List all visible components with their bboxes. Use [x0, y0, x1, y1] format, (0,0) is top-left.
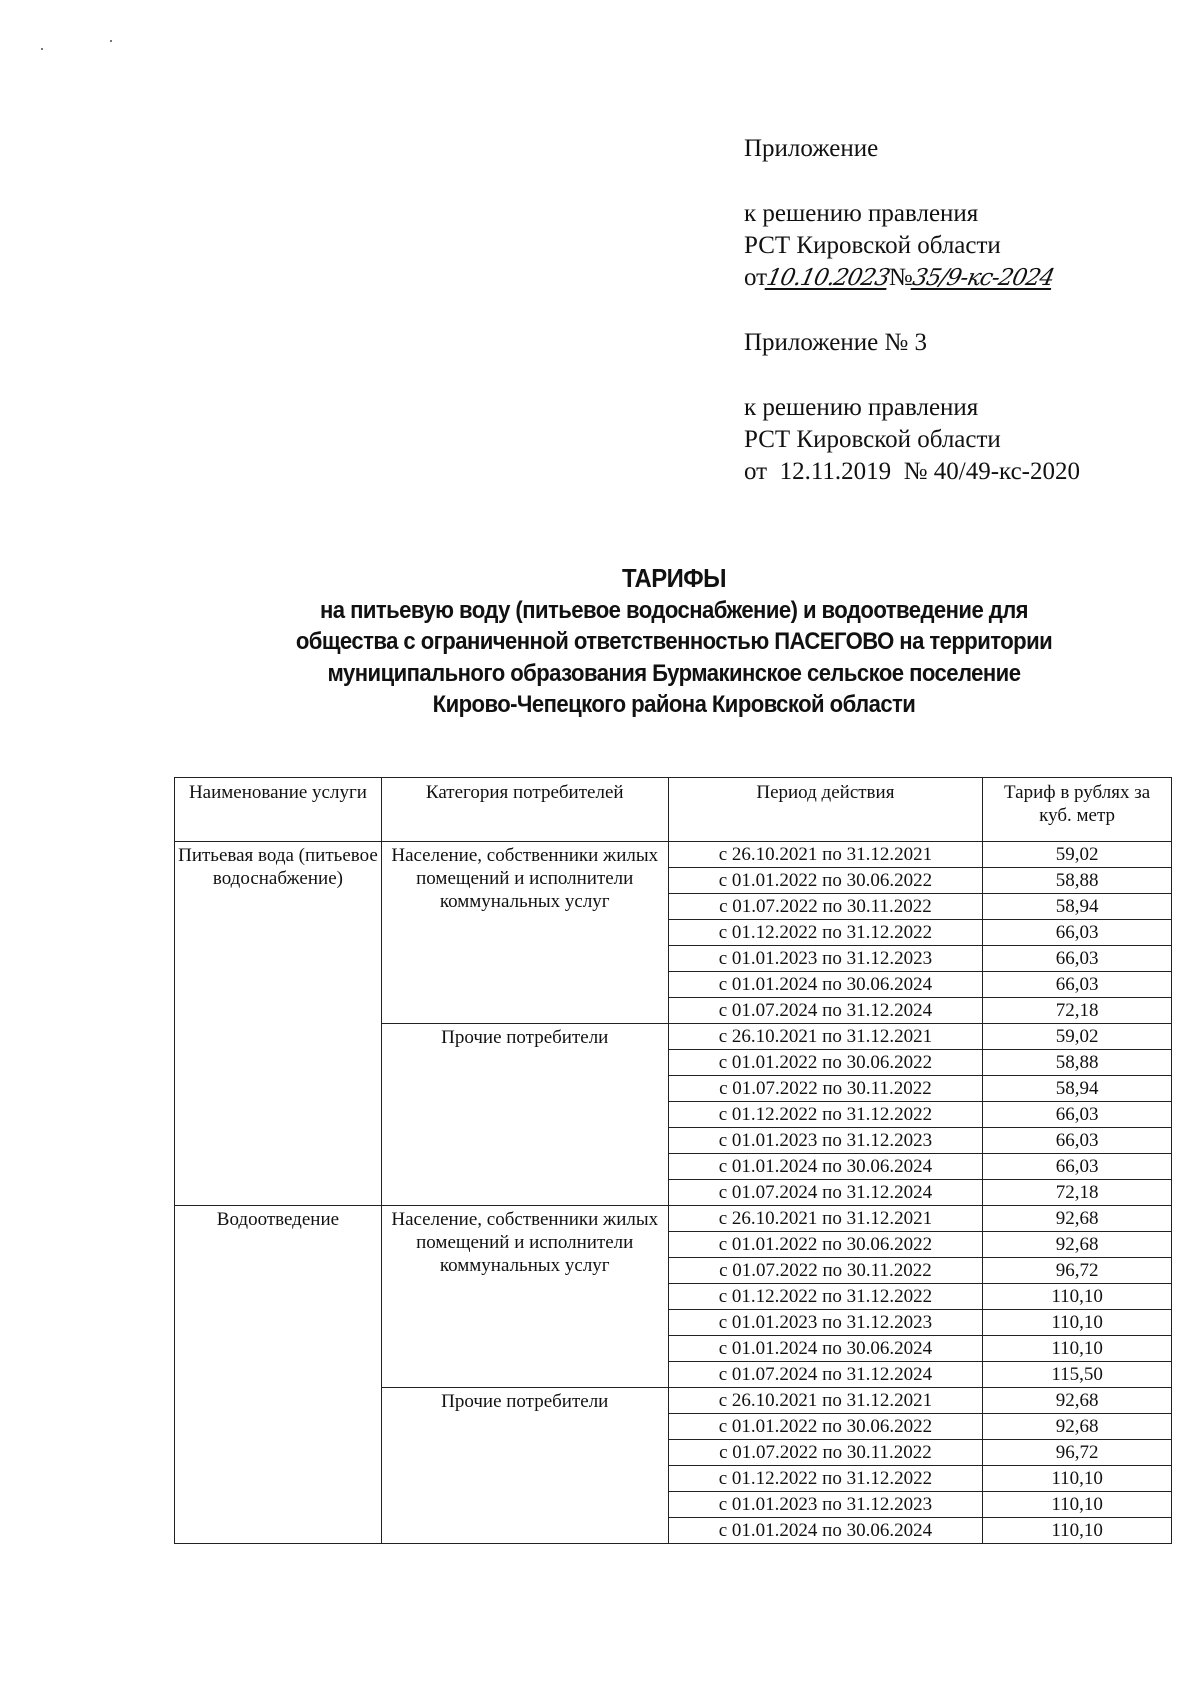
category-cell: Население, собственники жилых помещений и исполнители коммунальных услуг [381, 842, 668, 1024]
original-decision-line: к решению правления [744, 394, 979, 421]
tariff-cell: 58,94 [983, 894, 1172, 920]
title-line-2: общества с ограниченной ответственностью ПАСЕГОВО на территории [295, 628, 1053, 655]
approval-date-prefix: от [744, 264, 768, 291]
handwritten-decision-number: 35/9-кс-2024 [909, 265, 1056, 291]
period-cell: с 01.01.2023 по 31.12.2023 [668, 1310, 983, 1336]
period-cell: с 01.01.2024 по 30.06.2024 [668, 1154, 983, 1180]
period-cell: с 01.01.2023 по 31.12.2023 [668, 1492, 983, 1518]
header-service: Наименование услуги [175, 778, 382, 842]
period-cell: с 01.07.2022 по 30.11.2022 [668, 1076, 983, 1102]
period-cell: с 01.01.2023 по 31.12.2023 [668, 1128, 983, 1154]
tariff-cell: 66,03 [983, 946, 1172, 972]
title-line-4: Кирово-Чепецкого района Кировской области [432, 691, 916, 718]
header-category: Категория потребителей [381, 778, 668, 842]
tariff-cell: 72,18 [983, 1180, 1172, 1206]
tariff-cell: 96,72 [983, 1440, 1172, 1466]
tariff-cell: 110,10 [983, 1310, 1172, 1336]
tariff-cell: 96,72 [983, 1258, 1172, 1284]
tariff-cell: 110,10 [983, 1466, 1172, 1492]
period-cell: с 01.01.2024 по 30.06.2024 [668, 1518, 983, 1544]
approval-authority-line: РСТ Кировской области [744, 232, 1001, 259]
tariff-cell: 92,68 [983, 1206, 1172, 1232]
table-row [175, 842, 1172, 868]
tariff-cell: 58,88 [983, 1050, 1172, 1076]
original-authority-line: РСТ Кировской области [744, 426, 1001, 453]
tariff-cell: 72,18 [983, 998, 1172, 1024]
approval-date-number-line [744, 262, 1080, 294]
tariff-cell: 59,02 [983, 842, 1172, 868]
handwritten-date: 10.10.2023 [764, 265, 892, 291]
period-cell: с 01.07.2022 по 30.11.2022 [668, 1258, 983, 1284]
approval-heading: Приложение [744, 135, 879, 162]
category-cell: Население, собственники жилых помещений и исполнители коммунальных услуг [381, 1206, 668, 1388]
appendix-number-heading: Приложение № 3 [744, 329, 928, 356]
tariff-cell: 92,68 [983, 1232, 1172, 1258]
period-cell: с 01.01.2023 по 31.12.2023 [668, 946, 983, 972]
period-cell: с 01.12.2022 по 31.12.2022 [668, 1102, 983, 1128]
scan-speck [41, 48, 43, 50]
period-cell: с 01.12.2022 по 31.12.2022 [668, 920, 983, 946]
table-header-row [175, 778, 1172, 842]
header-period: Период действия [668, 778, 983, 842]
tariff-cell: 110,10 [983, 1336, 1172, 1362]
tariff-cell: 110,10 [983, 1492, 1172, 1518]
tariff-cell: 115,50 [983, 1362, 1172, 1388]
service-name-cell: Водоотведение [175, 1206, 382, 1544]
header-tariff: Тариф в рублях за куб. метр [983, 778, 1172, 842]
period-cell: с 01.01.2022 по 30.06.2022 [668, 1414, 983, 1440]
approval-decision-line: к решению правления [744, 200, 979, 227]
period-cell: с 01.07.2024 по 31.12.2024 [668, 1362, 983, 1388]
original-date-number-line: от 12.11.2019 № 40/49-кс-2020 [744, 458, 1080, 485]
tariff-cell: 66,03 [983, 920, 1172, 946]
document-title [214, 563, 1134, 721]
period-cell: с 01.07.2024 по 31.12.2024 [668, 1180, 983, 1206]
tariff-cell: 66,03 [983, 1154, 1172, 1180]
tariff-cell: 58,94 [983, 1076, 1172, 1102]
title-line-1: на питьевую воду (питьевое водоснабжение) и водоотведение для [319, 596, 1029, 624]
category-cell: Прочие потребители [381, 1388, 668, 1544]
tariff-cell: 58,88 [983, 868, 1172, 894]
period-cell: с 26.10.2021 по 31.12.2021 [668, 1206, 983, 1232]
tariff-cell: 110,10 [983, 1518, 1172, 1544]
number-sign: № [888, 264, 913, 291]
tariff-cell: 92,68 [983, 1414, 1172, 1440]
scan-speck [110, 40, 112, 42]
period-cell: с 26.10.2021 по 31.12.2021 [668, 842, 983, 868]
period-cell: с 01.01.2022 по 30.06.2022 [668, 868, 983, 894]
title-line-3: муниципального образования Бурмакинское сельское поселение [327, 659, 1021, 687]
title-main: ТАРИФЫ [621, 563, 727, 593]
period-cell: с 01.07.2022 по 30.11.2022 [668, 1440, 983, 1466]
tariff-cell: 66,03 [983, 1128, 1172, 1154]
tariff-cell: 92,68 [983, 1388, 1172, 1414]
period-cell: с 26.10.2021 по 31.12.2021 [668, 1024, 983, 1050]
period-cell: с 01.01.2024 по 30.06.2024 [668, 1336, 983, 1362]
tariff-cell: 66,03 [983, 972, 1172, 998]
period-cell: с 01.12.2022 по 31.12.2022 [668, 1466, 983, 1492]
tariff-cell: 110,10 [983, 1284, 1172, 1310]
tariff-cell: 66,03 [983, 1102, 1172, 1128]
period-cell: с 01.01.2022 по 30.06.2022 [668, 1050, 983, 1076]
tariffs-table [174, 777, 1172, 1544]
service-name-cell: Питьевая вода (питьевое водоснабжение) [175, 842, 382, 1206]
period-cell: с 01.01.2022 по 30.06.2022 [668, 1232, 983, 1258]
period-cell: с 01.12.2022 по 31.12.2022 [668, 1284, 983, 1310]
category-cell: Прочие потребители [381, 1024, 668, 1206]
period-cell: с 01.07.2022 по 30.11.2022 [668, 894, 983, 920]
tariff-cell: 59,02 [983, 1024, 1172, 1050]
approval-stamp-block [744, 133, 1080, 488]
table-row [175, 1206, 1172, 1232]
period-cell: с 01.01.2024 по 30.06.2024 [668, 972, 983, 998]
period-cell: с 01.07.2024 по 31.12.2024 [668, 998, 983, 1024]
period-cell: с 26.10.2021 по 31.12.2021 [668, 1388, 983, 1414]
